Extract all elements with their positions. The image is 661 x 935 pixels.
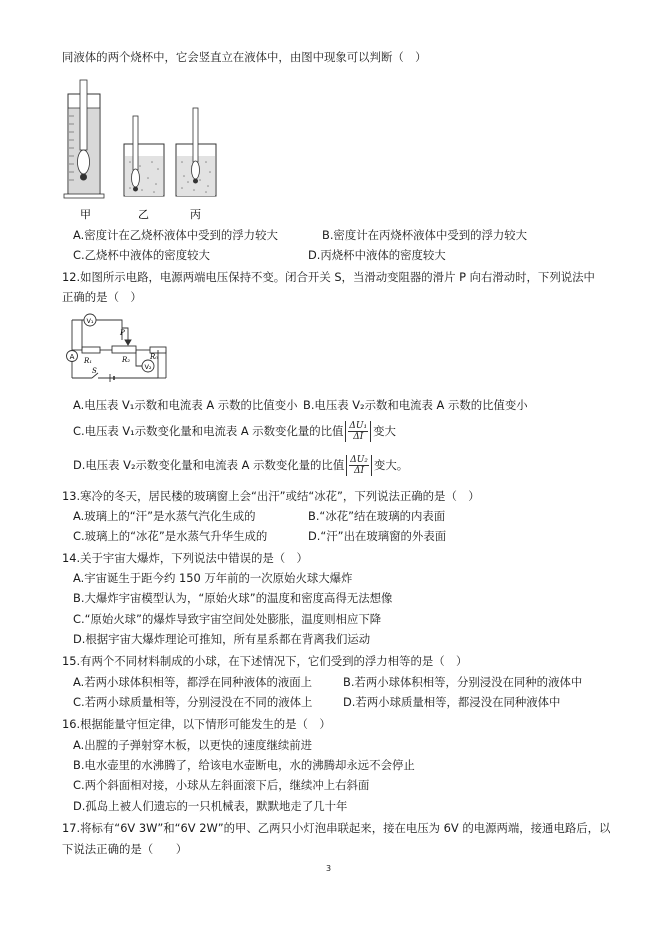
q14-option-c: C.“原始火球”的爆炸导致宇宙空间处处膨胀，温度则相应下降 <box>73 612 382 626</box>
q16-option-d: D.孤岛上被人们遗忘的一只机械表，默默地走了几十年 <box>73 799 348 813</box>
q12-option-b: B.电压表 V₂示数和电流表 A 示数的比值变小 <box>303 398 528 412</box>
circuit-diagram <box>62 310 172 385</box>
question-14-stem: 14.关于宇宙大爆炸，下列说法中错误的是（ ） <box>62 551 308 565</box>
fraction-denominator: ΔI <box>353 432 364 442</box>
q16-option-c: C.两个斜面相对接，小球从左斜面滚下后，继续冲上右斜面 <box>73 778 370 792</box>
q13-option-a: A.玻璃上的“汗”是水蒸气汽化生成的 <box>73 509 256 523</box>
q15-option-d: D.若两小球质量相等，都浸没在同种液体中 <box>343 695 561 709</box>
q14-option-a: A.宇宙诞生于距今约 150 万年前的一次原始火球大爆炸 <box>73 571 353 585</box>
question-13-stem: 13.寒冷的冬天，居民楼的玻璃窗上会“出汗”或结“冰花”，下列说法正确的是（ ） <box>62 489 480 503</box>
q12-option-a: A.电压表 V₁示数和电流表 A 示数的比值变小 <box>73 398 298 412</box>
q12-option-c-text: C.电压表 V₁示数变化量和电流表 A 示数变化量的比值 <box>73 424 344 438</box>
circuit-label-a: A <box>69 353 75 361</box>
circuit-label-v2: V₂ <box>144 363 152 371</box>
question-12-stem-line2: 正确的是（ ） <box>62 290 142 304</box>
q12-option-d-text: D.电压表 V₂示数变化量和电流表 A 示数变化量的比值 <box>73 458 345 472</box>
label-yi: 乙 <box>138 208 149 221</box>
fraction-denominator: ΔI <box>354 466 365 476</box>
q15-option-c: C.若两小球质量相等，分别浸没在不同的液体上 <box>73 695 313 709</box>
fraction-du1-di <box>345 421 371 442</box>
circuit-label-r0: R₀ <box>150 353 159 361</box>
circuit-label-p: P <box>120 329 125 337</box>
question-16-stem: 16.根据能量守恒定律，以下情形可能发生的是（ ） <box>62 717 331 731</box>
q12-option-d <box>73 455 408 476</box>
q16-option-b: B.电水壶里的水沸腾了，给该电水壶断电，水的沸腾却永远不会停止 <box>73 758 415 772</box>
q14-option-d: D.根据宇宙大爆炸理论可推知，所有星系都在背离我们运动 <box>73 632 371 646</box>
q11-option-d: D.丙烧杯中液体的密度较大 <box>308 248 446 262</box>
q15-option-a: A.若两小球体积相等，都浮在同种液体的液面上 <box>73 675 313 689</box>
circuit-label-r1: R₁ <box>84 357 93 365</box>
q13-option-b: B.“冰花”结在玻璃的内表面 <box>308 509 446 523</box>
q14-option-b: B.大爆炸宇宙模型认为，“原始火球”的温度和密度高得无法想像 <box>73 591 393 605</box>
fraction-du2-di <box>346 455 372 476</box>
fraction-numerator: ΔU₁ <box>349 421 368 431</box>
q15-option-b: B.若两小球体积相等，分别浸没在同种的液体中 <box>343 675 583 689</box>
q12-option-c-suffix: 变大 <box>373 424 396 438</box>
q13-option-c: C.玻璃上的“冰花”是水蒸气升华生成的 <box>73 529 268 543</box>
beaker-bing <box>176 108 216 196</box>
question-12-stem: 12.如图所示电路，电源两端电压保持不变。闭合开关 S，当滑动变阻器的滑片 P 向右滑动时，下列说法中 <box>62 270 595 284</box>
q11-option-a: A.密度计在乙烧杯液体中受到的浮力较大 <box>73 228 278 242</box>
q11-option-b: B.密度计在丙烧杯液体中受到的浮力较大 <box>322 228 528 242</box>
q16-option-a: A.出膛的子弹射穿木板，以更快的速度继续前进 <box>73 738 313 752</box>
hydrometer-figure <box>62 74 232 224</box>
circuit-label-v1: V₁ <box>86 317 94 325</box>
q11-option-c: C.乙烧杯中液体的密度较大 <box>73 248 210 262</box>
q12-option-d-suffix: 变大。 <box>373 458 409 472</box>
question-17-stem: 17.将标有“6V 3W”和“6V 2W”的甲、乙两只小灯泡串联起来，接在电压为 6V 的电源两端，接通电路后，以 <box>62 821 611 835</box>
page-number: 3 <box>326 864 332 873</box>
question-11-stem-end: 同液体的两个烧杯中，它会竖直立在液体中，由图中现象可以判断（ ） <box>62 50 427 64</box>
q13-option-d: D.“汗”出在玻璃窗的外表面 <box>308 529 447 543</box>
q12-option-c <box>73 421 396 442</box>
label-bing: 丙 <box>190 208 201 221</box>
label-jia: 甲 <box>80 208 91 221</box>
question-17-stem-line2: 下说法正确的是（ ） <box>62 842 188 856</box>
circuit-label-r2: R₂ <box>122 356 131 364</box>
beaker-yi <box>124 116 164 196</box>
fraction-numerator: ΔU₂ <box>350 455 368 465</box>
circuit-label-s: S <box>92 367 97 375</box>
question-15-stem: 15.有两个不同材料制成的小球，在下述情况下，它们受到的浮力相等的是（ ） <box>62 654 468 668</box>
cylinder-jia <box>64 80 104 198</box>
